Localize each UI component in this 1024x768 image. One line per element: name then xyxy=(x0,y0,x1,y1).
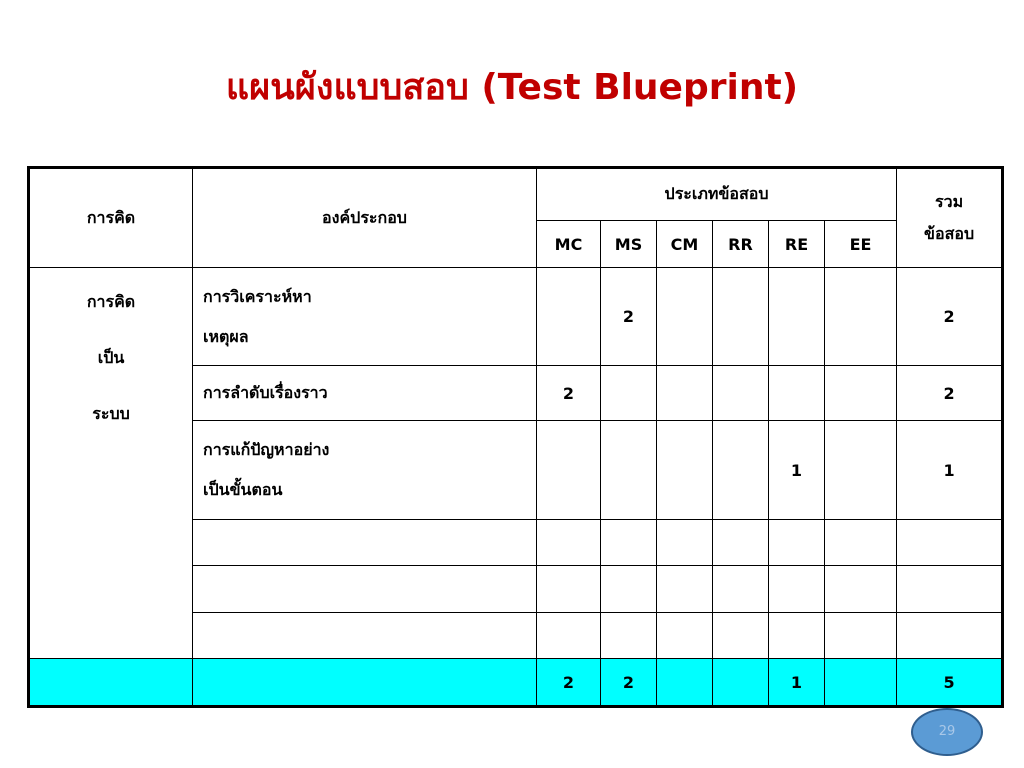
cell-rr xyxy=(713,268,769,366)
cell-cm xyxy=(657,421,713,520)
grand-total: 5 xyxy=(897,659,1003,707)
cell-total: 2 xyxy=(897,366,1003,421)
header-code-ms: MS xyxy=(601,221,657,268)
header-total-line1: รวม xyxy=(935,192,964,211)
total-re: 1 xyxy=(769,659,825,707)
cell-ee xyxy=(825,366,897,421)
component-line1: การวิเคราะห์หา xyxy=(203,286,312,306)
cell-re xyxy=(769,268,825,366)
category-line1: การคิด xyxy=(86,292,136,311)
component-cell xyxy=(193,366,537,421)
component-line2: เหตุผล xyxy=(203,326,249,346)
category-line2: เป็น xyxy=(97,348,125,367)
cell-ee xyxy=(825,268,897,366)
header-item-types: ประเภทข้อสอบ xyxy=(537,168,897,221)
table-row xyxy=(29,268,1003,366)
header-code-mc: MC xyxy=(537,221,601,268)
cell-mc xyxy=(537,421,601,520)
cell-ms: 2 xyxy=(601,268,657,366)
header-code-cm: CM xyxy=(657,221,713,268)
total-rr xyxy=(713,659,769,707)
cell-ee xyxy=(825,421,897,520)
header-component: องค์ประกอบ xyxy=(193,168,537,268)
total-ms: 2 xyxy=(601,659,657,707)
category-cell xyxy=(29,268,193,659)
cell-mc xyxy=(537,268,601,366)
header-code-re: RE xyxy=(769,221,825,268)
cell-re xyxy=(769,366,825,421)
category-line3: ระบบ xyxy=(92,404,130,423)
cell-rr xyxy=(713,366,769,421)
component-line2: เป็นขั้นตอน xyxy=(203,480,283,499)
totals-cell-blank xyxy=(29,659,193,707)
total-cm xyxy=(657,659,713,707)
header-thinking: การคิด xyxy=(29,168,193,268)
totals-row xyxy=(29,659,1003,707)
blueprint-table xyxy=(27,166,1004,708)
cell-cm xyxy=(657,268,713,366)
header-code-ee: EE xyxy=(825,221,897,268)
component-line1: การแก้ปัญหาอย่าง xyxy=(203,440,330,459)
header-total xyxy=(897,168,1003,268)
header-row-1 xyxy=(29,168,1003,221)
cell-total: 2 xyxy=(897,268,1003,366)
component-cell xyxy=(193,421,537,520)
cell-rr xyxy=(713,421,769,520)
total-mc: 2 xyxy=(537,659,601,707)
cell-cm xyxy=(657,366,713,421)
cell-ms xyxy=(601,366,657,421)
page-title: แผนผังแบบสอบ (Test Blueprint) xyxy=(225,67,799,108)
header-total-line2: ข้อสอบ xyxy=(924,224,975,243)
totals-cell-blank xyxy=(193,659,537,707)
cell-ms xyxy=(601,421,657,520)
total-ee xyxy=(825,659,897,707)
component-cell xyxy=(193,268,537,366)
cell-mc: 2 xyxy=(537,366,601,421)
header-code-rr: RR xyxy=(713,221,769,268)
cell-total: 1 xyxy=(897,421,1003,520)
component-line1: การลำดับเรื่องราว xyxy=(203,383,328,402)
cell-re: 1 xyxy=(769,421,825,520)
page-number-badge: 29 xyxy=(911,708,983,756)
